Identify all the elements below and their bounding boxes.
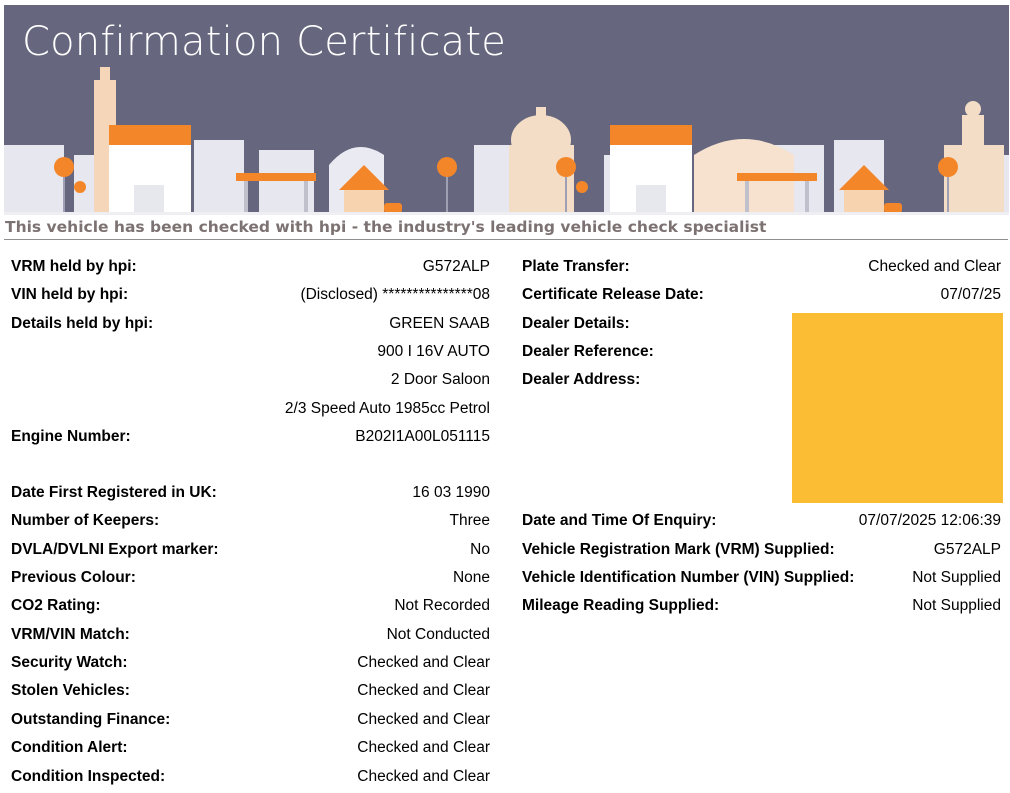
details-label: Details held by hpi: bbox=[11, 315, 154, 332]
co2-label: CO2 Rating: bbox=[11, 597, 101, 614]
keepers-label: Number of Keepers: bbox=[11, 512, 160, 529]
finance-value: Checked and Clear bbox=[357, 711, 490, 728]
details-line: 2/3 Speed Auto 1985cc Petrol bbox=[284, 400, 490, 417]
details-line: GREEN SAAB bbox=[389, 315, 490, 332]
dealer-details-label: Dealer Details: bbox=[522, 315, 630, 332]
export-value: No bbox=[470, 541, 490, 558]
vrm-supplied-label: Vehicle Registration Mark (VRM) Supplied: bbox=[522, 541, 835, 558]
engine-label: Engine Number: bbox=[11, 428, 131, 445]
mileage-supplied-value: Not Supplied bbox=[912, 597, 1001, 614]
vin-supplied-value: Not Supplied bbox=[912, 569, 1001, 586]
keepers-value: Three bbox=[449, 512, 490, 529]
vrm-label: VRM held by hpi: bbox=[11, 258, 137, 275]
security-watch-label: Security Watch: bbox=[11, 654, 128, 671]
security-watch-value: Checked and Clear bbox=[357, 654, 490, 671]
details-line: 2 Door Saloon bbox=[390, 371, 490, 388]
engine-value: B202I1A00L051115 bbox=[355, 428, 490, 445]
condition-inspected-label: Condition Inspected: bbox=[11, 768, 166, 785]
prev-colour-value: None bbox=[452, 569, 490, 586]
export-label: DVLA/DVLNI Export marker: bbox=[11, 541, 219, 558]
dealer-address-label: Dealer Address: bbox=[522, 371, 641, 388]
page-title: Confirmation Certificate bbox=[22, 19, 507, 65]
dealer-reference-label: Dealer Reference: bbox=[522, 343, 654, 360]
co2-value: Not Recorded bbox=[394, 597, 490, 614]
release-date-value: 07/07/25 bbox=[940, 286, 1001, 303]
prev-colour-label: Previous Colour: bbox=[11, 569, 136, 586]
plate-transfer-value: Checked and Clear bbox=[868, 258, 1001, 275]
tagline: This vehicle has been checked with hpi - the industry's leading vehicle check specialist bbox=[5, 218, 767, 236]
vin-supplied-label: Vehicle Identification Number (VIN) Supplied: bbox=[522, 569, 855, 586]
condition-inspected-value: Checked and Clear bbox=[357, 768, 490, 785]
details-line: 900 I 16V AUTO bbox=[377, 343, 490, 360]
mileage-supplied-label: Mileage Reading Supplied: bbox=[522, 597, 720, 614]
date-first-reg-label: Date First Registered in UK: bbox=[11, 484, 217, 501]
stolen-value: Checked and Clear bbox=[357, 682, 490, 699]
finance-label: Outstanding Finance: bbox=[11, 711, 171, 728]
condition-alert-label: Condition Alert: bbox=[11, 739, 128, 756]
stolen-label: Stolen Vehicles: bbox=[11, 682, 130, 699]
vin-label: VIN held by hpi: bbox=[11, 286, 129, 303]
enquiry-time-value: 07/07/2025 12:06:39 bbox=[858, 512, 1001, 529]
date-first-reg-value: 16 03 1990 bbox=[412, 484, 490, 501]
vrm-value: G572ALP bbox=[422, 258, 490, 275]
header-banner bbox=[4, 5, 1009, 215]
condition-alert-value: Checked and Clear bbox=[357, 739, 490, 756]
plate-transfer-label: Plate Transfer: bbox=[522, 258, 630, 275]
enquiry-time-label: Date and Time Of Enquiry: bbox=[522, 512, 717, 529]
header-divider bbox=[4, 239, 1008, 240]
vin-value: (Disclosed) ***************08 bbox=[300, 286, 490, 303]
release-date-label: Certificate Release Date: bbox=[522, 286, 704, 303]
vrm-vin-match-value: Not Conducted bbox=[386, 626, 490, 643]
vrm-vin-match-label: VRM/VIN Match: bbox=[11, 626, 130, 643]
redacted-dealer-info bbox=[792, 313, 1003, 503]
vrm-supplied-value: G572ALP bbox=[933, 541, 1001, 558]
